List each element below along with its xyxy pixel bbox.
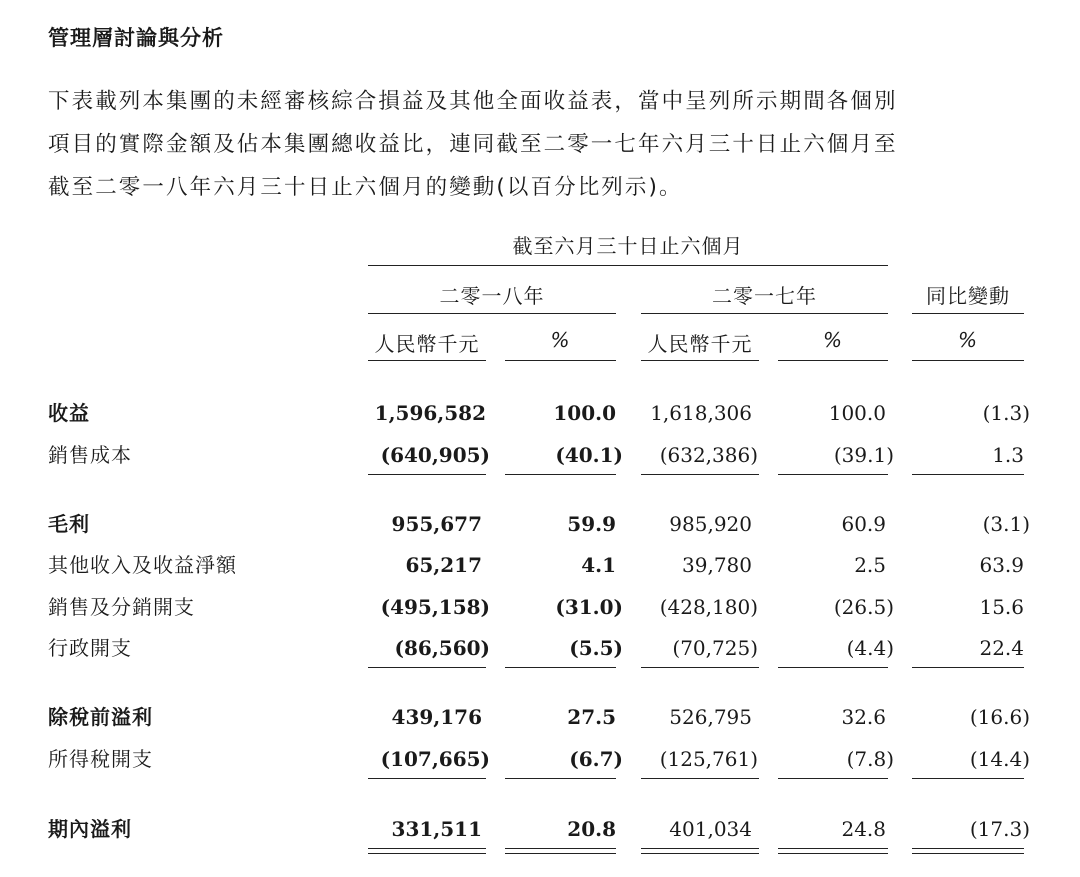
cell-rmb-2017: 401,034 (669, 817, 752, 841)
year-2018-header: 二零一八年 (439, 284, 545, 308)
table-row (0, 548, 1080, 582)
cell-pct-2017: 2.5 (854, 553, 886, 577)
header-rule (368, 360, 486, 361)
cell-yoy: (14.4) (969, 747, 1030, 771)
cell-pct-2017: (4.4) (846, 636, 894, 660)
cell-rmb-2018: (86,560) (394, 636, 490, 660)
cell-yoy: (3.1) (982, 512, 1030, 536)
intro-line: 項目的實際金額及佔本集團總收益比，連同截至二零一七年六月三十日止六個月至 (48, 132, 898, 157)
table-row (0, 812, 1080, 846)
total-double-rule (368, 848, 486, 854)
table-row (0, 396, 1080, 430)
total-double-rule (778, 848, 888, 854)
unit-pct-yoy: % (957, 328, 978, 352)
subtotal-rule (912, 474, 1024, 475)
cell-pct-2017: 24.8 (841, 817, 886, 841)
cell-pct-2017: 60.9 (841, 512, 886, 536)
cell-rmb-2018: 955,677 (391, 512, 482, 536)
cell-rmb-2018: (495,158) (380, 595, 490, 619)
subtotal-rule (505, 778, 616, 779)
cell-yoy: 63.9 (979, 553, 1024, 577)
cell-rmb-2017: 1,618,306 (650, 401, 752, 425)
table-row (0, 438, 1080, 472)
cell-yoy: (1.3) (982, 401, 1030, 425)
cell-rmb-2018: 331,511 (391, 817, 482, 841)
row-label: 其他收入及收益淨額 (48, 553, 237, 577)
cell-pct-2018: 20.8 (567, 817, 616, 841)
header-rule (368, 265, 888, 266)
row-label: 行政開支 (48, 636, 132, 660)
cell-pct-2018: 59.9 (567, 512, 616, 536)
cell-pct-2017: (26.5) (833, 595, 894, 619)
subtotal-rule (912, 667, 1024, 668)
subtotal-rule (505, 667, 616, 668)
cell-pct-2018: 100.0 (553, 401, 616, 425)
cell-yoy: (17.3) (969, 817, 1030, 841)
cell-rmb-2017: (428,180) (659, 595, 758, 619)
row-label: 除稅前溢利 (48, 705, 153, 729)
intro-line: 下表載列本集團的未經審核綜合損益及其他全面收益表，當中呈列所示期間各個別 (48, 89, 898, 114)
table-row (0, 700, 1080, 734)
table-row (0, 631, 1080, 665)
table-row (0, 742, 1080, 776)
cell-rmb-2018: 65,217 (405, 553, 482, 577)
row-label: 所得稅開支 (48, 747, 153, 771)
cell-yoy: 1.3 (992, 443, 1024, 467)
subtotal-rule (778, 778, 888, 779)
row-label: 銷售及分銷開支 (48, 595, 195, 619)
subtotal-rule (641, 778, 759, 779)
subtotal-rule (778, 474, 888, 475)
header-rule (912, 313, 1024, 314)
cell-rmb-2017: 526,795 (669, 705, 752, 729)
cell-pct-2018: (31.0) (555, 595, 623, 619)
cell-rmb-2018: (107,665) (380, 747, 490, 771)
subtotal-rule (505, 474, 616, 475)
cell-pct-2017: 100.0 (828, 401, 886, 425)
cell-pct-2018: (40.1) (555, 443, 623, 467)
header-rule (505, 360, 616, 361)
cell-yoy: 15.6 (979, 595, 1024, 619)
cell-pct-2017: 32.6 (841, 705, 886, 729)
cell-pct-2017: (39.1) (833, 443, 894, 467)
period-header: 截至六月三十日止六個月 (512, 234, 744, 258)
cell-pct-2018: 4.1 (581, 553, 616, 577)
subtotal-rule (368, 474, 486, 475)
total-double-rule (641, 848, 759, 854)
row-label: 銷售成本 (48, 443, 132, 467)
row-label: 期內溢利 (48, 817, 132, 841)
cell-pct-2017: (7.8) (846, 747, 894, 771)
unit-rmb-2017: 人民幣千元 (647, 332, 753, 356)
header-rule (641, 313, 888, 314)
subtotal-rule (641, 667, 759, 668)
cell-pct-2018: (5.5) (569, 636, 623, 660)
row-label: 毛利 (48, 512, 90, 536)
cell-pct-2018: (6.7) (569, 747, 623, 771)
unit-rmb-2018: 人民幣千元 (374, 332, 480, 356)
subtotal-rule (368, 667, 486, 668)
cell-rmb-2017: (70,725) (672, 636, 758, 660)
total-double-rule (912, 848, 1024, 854)
header-rule (912, 360, 1024, 361)
total-double-rule (505, 848, 616, 854)
subtotal-rule (641, 474, 759, 475)
unit-pct-2017: % (822, 328, 843, 352)
header-rule (641, 360, 759, 361)
subtotal-rule (778, 667, 888, 668)
subtotal-rule (368, 778, 486, 779)
cell-rmb-2017: (632,386) (659, 443, 758, 467)
header-rule (368, 313, 616, 314)
table-row (0, 590, 1080, 624)
header-rule (778, 360, 888, 361)
intro-paragraph (48, 80, 1048, 209)
cell-rmb-2017: 985,920 (669, 512, 752, 536)
cell-rmb-2017: (125,761) (659, 747, 758, 771)
subtotal-rule (912, 778, 1024, 779)
row-label: 收益 (48, 401, 90, 425)
cell-yoy: (16.6) (969, 705, 1030, 729)
intro-line: 截至二零一八年六月三十日止六個月的變動(以百分比列示)。 (48, 175, 683, 200)
table-row (0, 507, 1080, 541)
cell-rmb-2018: (640,905) (380, 443, 490, 467)
cell-yoy: 22.4 (979, 636, 1024, 660)
section-title: 管理層討論與分析 (48, 26, 224, 50)
yoy-header: 同比變動 (926, 284, 1010, 308)
cell-pct-2018: 27.5 (567, 705, 616, 729)
unit-pct-2018: % (550, 328, 571, 352)
cell-rmb-2018: 1,596,582 (374, 401, 486, 425)
year-2017-header: 二零一七年 (712, 284, 817, 308)
cell-rmb-2017: 39,780 (682, 553, 752, 577)
cell-rmb-2018: 439,176 (391, 705, 482, 729)
